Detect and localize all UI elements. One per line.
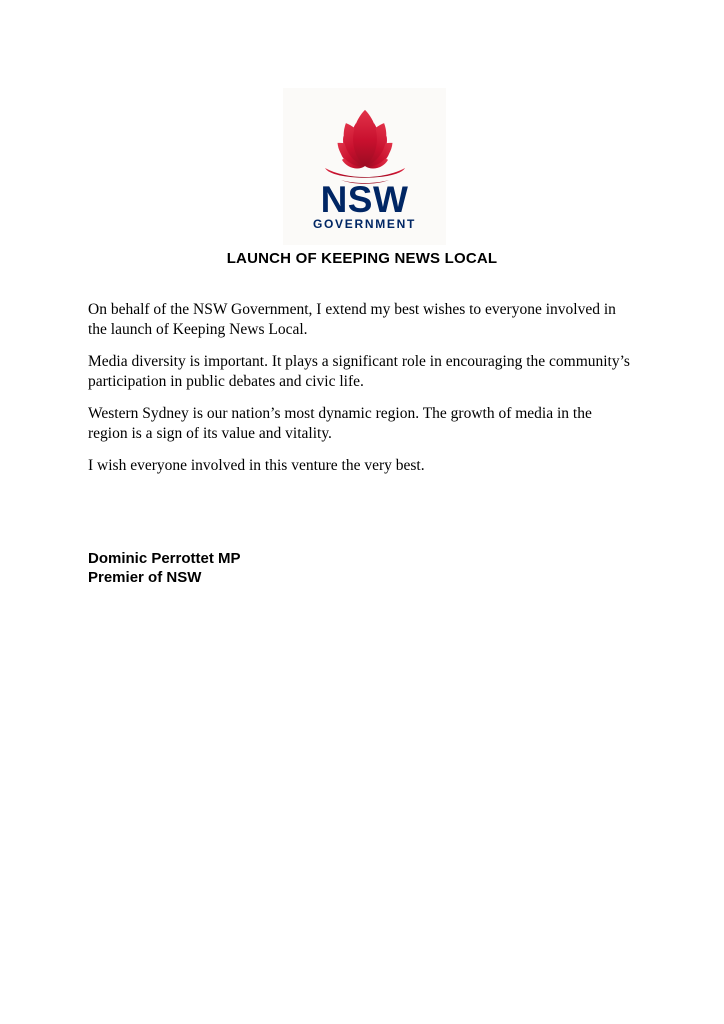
paragraph: I wish everyone involved in this venture the very best. <box>88 457 425 474</box>
signature-title: Premier of NSW <box>88 569 202 586</box>
logo-government-text: GOVERNMENT <box>312 217 416 231</box>
document-body <box>88 300 630 489</box>
paragraph: Western Sydney is our nation’s most dynamic region. The growth of media in the region is a sign of its value and vitality. <box>88 405 592 442</box>
waratah-flower-icon <box>309 108 421 184</box>
paragraph: Media diversity is important. It plays a significant role in encouraging the community’s participation in public debates and civic life. <box>88 353 630 390</box>
paragraph: On behalf of the NSW Government, I extend my best wishes to everyone involved in the launch of Keeping News Local. <box>88 301 616 338</box>
logo-nsw-text: NSW <box>320 179 409 220</box>
nsw-government-logo <box>283 88 446 245</box>
signature-block <box>88 549 241 587</box>
signature-name: Dominic Perrottet MP <box>88 550 241 567</box>
document-title: LAUNCH OF KEEPING NEWS LOCAL <box>226 250 498 267</box>
